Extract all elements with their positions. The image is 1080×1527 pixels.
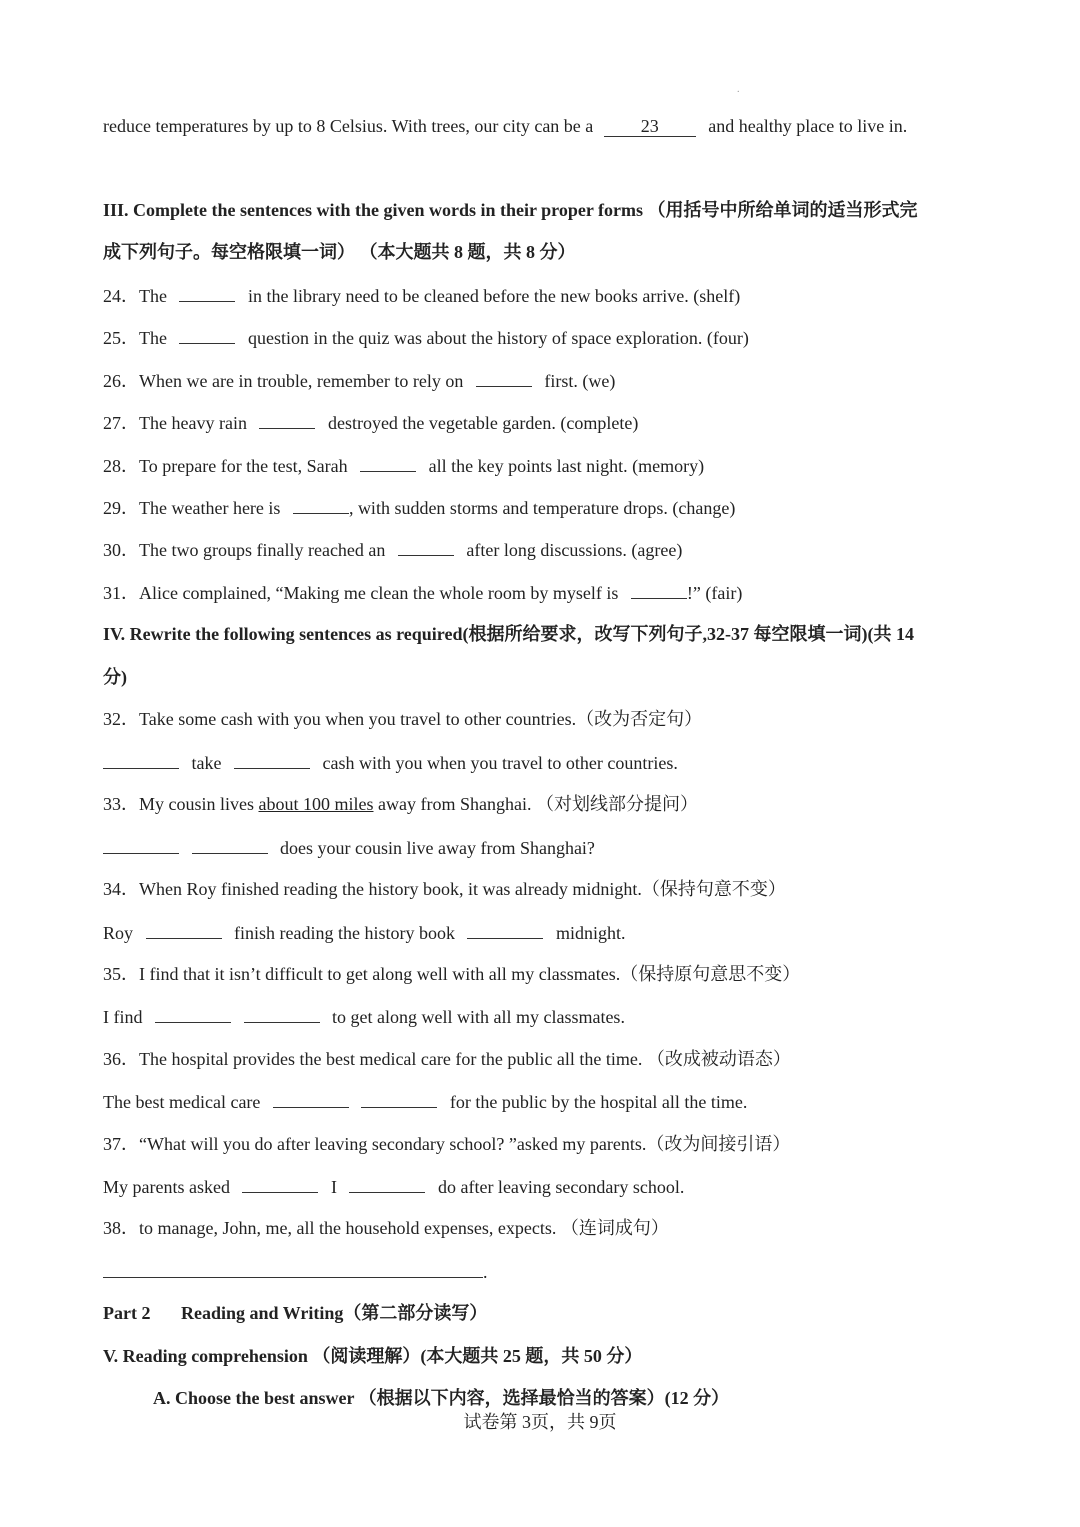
answer-line-33: does your cousin live away from Shanghai? (103, 835, 595, 860)
blank-35b (244, 1004, 320, 1023)
question-34: 34．When Roy finished reading the history book, it was already midnight.（保持句意不变） (103, 879, 786, 899)
blank-30 (398, 537, 454, 556)
blank-32a (103, 750, 179, 769)
blank-25 (179, 325, 235, 344)
section4-heading-1: IV. Rewrite the following sentences as required(根据所给要求，改写下列句子,32-37 每空限填一词)(共 14 (103, 624, 914, 644)
blank-29 (293, 495, 349, 514)
question-31: 31．Alice complained, “Making me clean the whole room by myself is !” (fair) (103, 580, 742, 605)
answer-line-32: take cash with you when you travel to other countries. (103, 750, 678, 775)
question-36: 36．The hospital provides the best medical care for the public all the time. （改成被动语态） (103, 1049, 791, 1069)
part2-heading (103, 1301, 487, 1325)
intro-text-2: and healthy place to live in. (708, 116, 908, 136)
question-27: 27．The heavy rain destroyed the vegetable garden. (complete) (103, 410, 638, 435)
blank-33a (103, 835, 179, 854)
question-26: 26．When we are in trouble, remember to rely on first. (we) (103, 368, 615, 393)
page-footer: 试卷第 3页，共 9页 (463, 1412, 617, 1432)
answer-line-37: My parents asked I do after leaving secondary school. (103, 1174, 684, 1199)
answer-line-36: The best medical care for the public by the hospital all the time. (103, 1089, 747, 1114)
blank-38 (103, 1259, 483, 1278)
answer-line-34: Roy finish reading the history book midnight. (103, 920, 626, 945)
question-30: 30．The two groups finally reached an after long discussions. (agree) (103, 537, 682, 562)
part2-label: Part 2 (103, 1303, 151, 1323)
blank-28 (360, 453, 416, 472)
section3-heading-1: III. Complete the sentences with the given words in their proper forms （用括号中所给单词的适当形式完 (103, 200, 918, 220)
question-35: 35．I find that it isn’t difficult to get along well with all my classmates.（保持原句意思不变） (103, 964, 801, 984)
blank-33b (192, 835, 268, 854)
question-24: 24．The in the library need to be cleaned before the new books arrive. (shelf) (103, 283, 740, 308)
intro-text-1: reduce temperatures by up to 8 Celsius. With trees, our city can be a (103, 116, 594, 136)
answer-line-38: . (103, 1259, 488, 1284)
blank-37b (349, 1174, 425, 1193)
section5-sub-a: A. Choose the best answer （根据以下内容，选择最恰当的答案）(12 分） (153, 1388, 730, 1408)
question-25: 25．The question in the quiz was about the history of space exploration. (four) (103, 325, 749, 350)
question-28: 28．To prepare for the test, Sarah all the key points last night. (memory) (103, 453, 704, 478)
blank-36b (361, 1089, 437, 1108)
question-33: 33．My cousin lives about 100 miles away from Shanghai. （对划线部分提问） (103, 794, 698, 814)
blank-37a (242, 1174, 318, 1193)
blank-34a (146, 920, 222, 939)
question-37: 37．“What will you do after leaving secondary school? ”asked my parents.（改为间接引语） (103, 1134, 791, 1154)
blank-24 (179, 283, 235, 302)
blank-35a (155, 1004, 231, 1023)
question-32: 32．Take some cash with you when you travel to other countries.（改为否定句） (103, 709, 703, 729)
question-38: 38．to manage, John, me, all the household expenses, expects. （连词成句） (103, 1218, 669, 1238)
blank-27 (259, 410, 315, 429)
section5-heading: V. Reading comprehension （阅读理解）(本大题共 25 题，共 50 分） (103, 1346, 643, 1366)
part2-title: Reading and Writing（第二部分读写） (180, 1303, 488, 1323)
intro-line (103, 114, 907, 138)
answer-line-35: I find to get along well with all my classmates. (103, 1004, 625, 1029)
answer-23: 23 (604, 116, 696, 137)
question-29: 29．The weather here is , with sudden storms and temperature drops. (change) (103, 495, 735, 520)
section3-heading-2: 成下列句子。每空格限填一词） （本大题共 8 题，共 8 分） (103, 242, 576, 262)
blank-34b (467, 920, 543, 939)
section4-heading-2: 分) (103, 667, 127, 687)
underlined-phrase: about 100 miles (258, 794, 374, 814)
blank-31 (631, 580, 687, 599)
page-mark: . (737, 84, 740, 95)
blank-32b (234, 750, 310, 769)
blank-26 (476, 368, 532, 387)
blank-36a (273, 1089, 349, 1108)
